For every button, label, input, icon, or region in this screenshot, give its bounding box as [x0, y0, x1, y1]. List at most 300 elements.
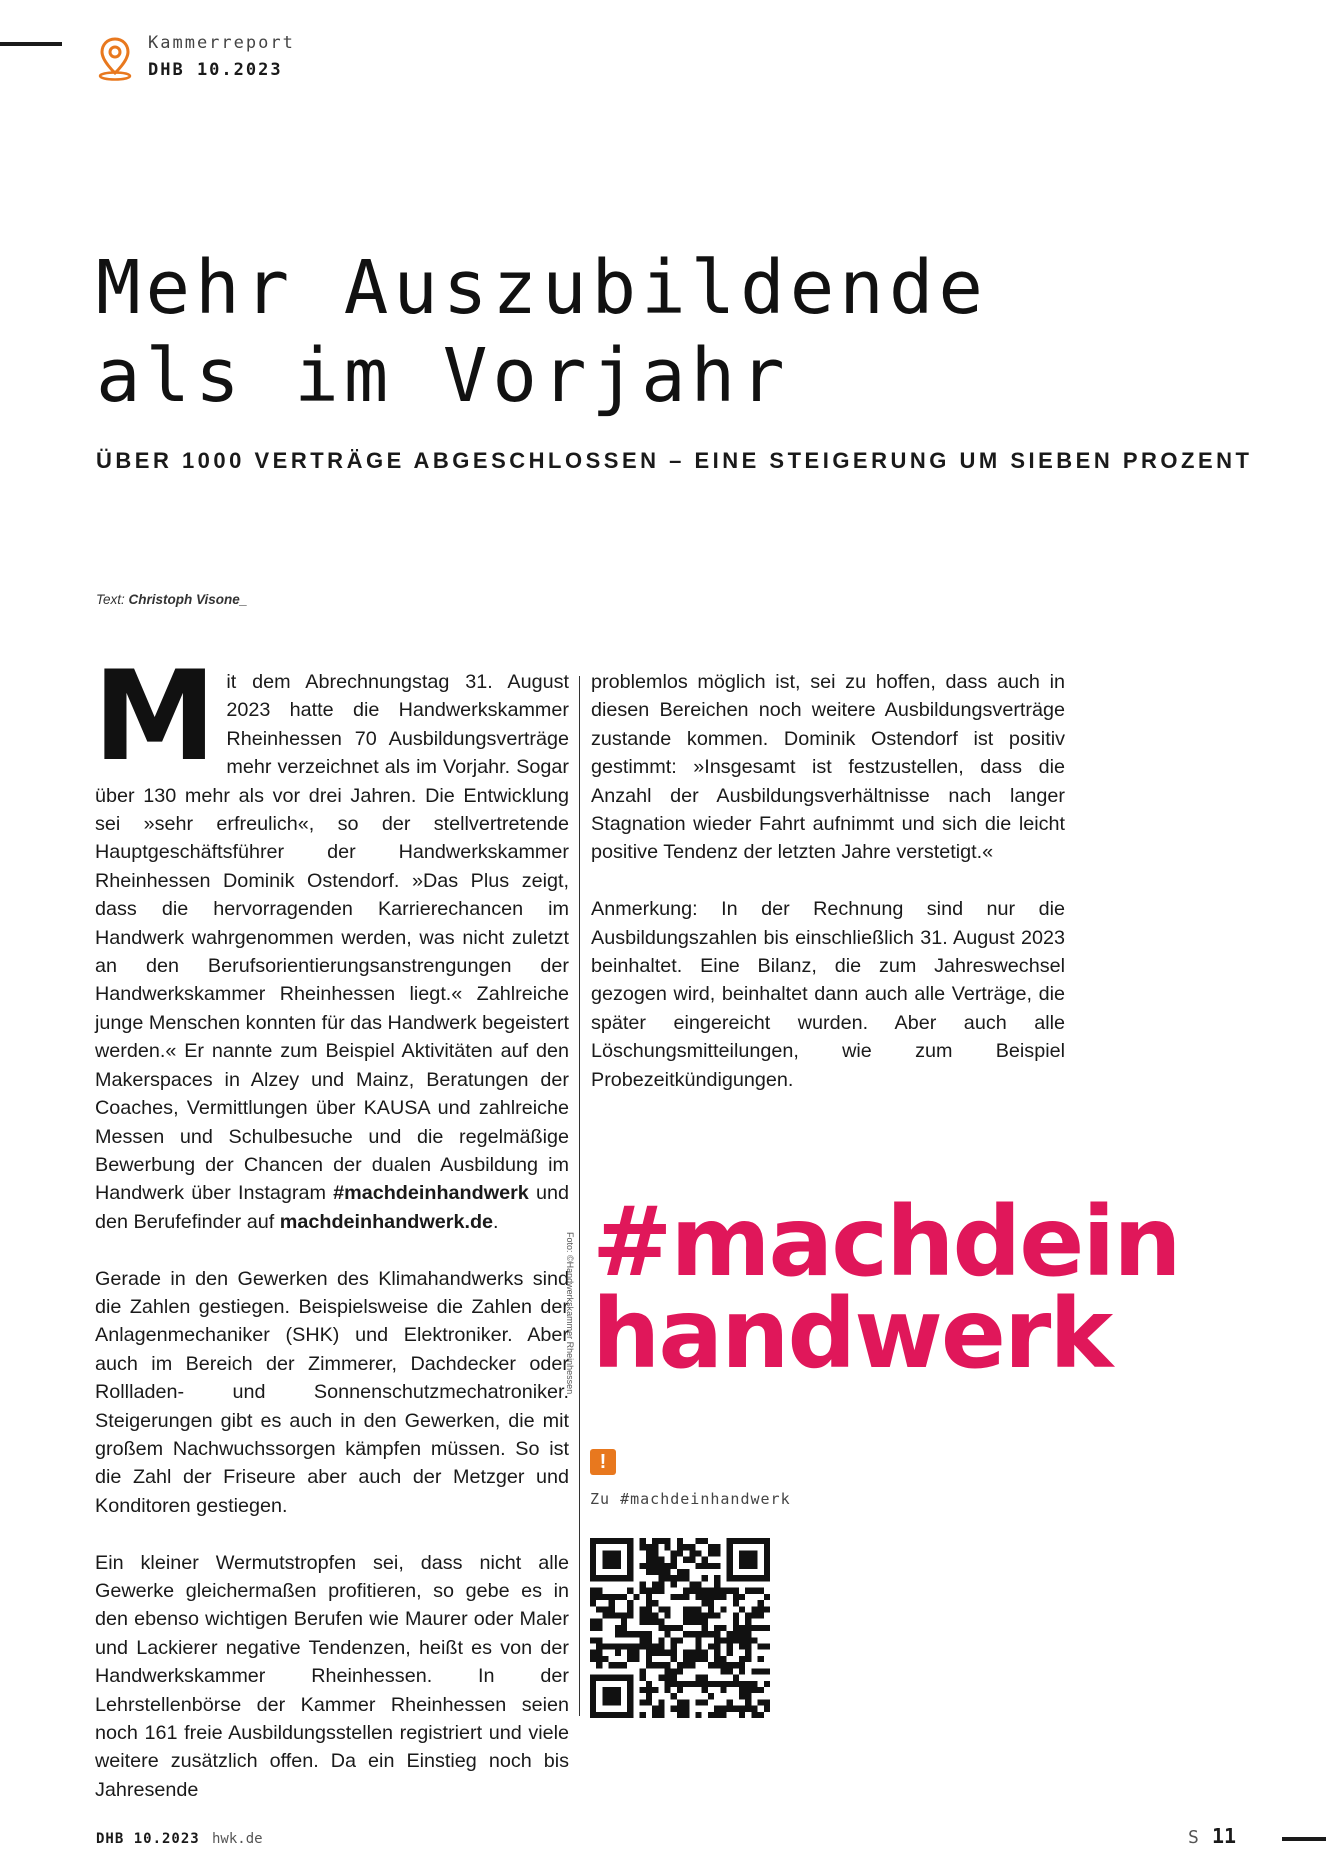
qr-module [696, 1594, 702, 1600]
qr-module [652, 1612, 658, 1618]
issue-label: DHB 10.2023 [148, 60, 283, 80]
qr-module [640, 1581, 646, 1587]
qr-module [615, 1612, 621, 1618]
qr-module [764, 1668, 770, 1674]
qr-module [640, 1675, 646, 1681]
qr-module [683, 1575, 689, 1581]
header-rule [0, 42, 62, 46]
qr-module [714, 1588, 720, 1594]
qr-module [627, 1631, 633, 1637]
qr-module [708, 1550, 714, 1556]
qr-module [751, 1637, 757, 1643]
qr-module [640, 1544, 646, 1550]
qr-module [689, 1681, 695, 1687]
qr-module [658, 1557, 664, 1563]
qr-module [652, 1581, 658, 1587]
qr-module [664, 1687, 670, 1693]
qr-module [702, 1588, 708, 1594]
qr-module [615, 1644, 621, 1650]
qr-module [646, 1606, 652, 1612]
qr-module [708, 1612, 714, 1618]
qr-module [621, 1662, 627, 1668]
qr-module [758, 1588, 764, 1594]
qr-module [652, 1557, 658, 1563]
qr-module [664, 1538, 670, 1544]
qr-module [733, 1612, 739, 1618]
qr-module [590, 1637, 596, 1643]
qr-module [739, 1637, 745, 1643]
qr-module [602, 1594, 608, 1600]
qr-module [733, 1706, 739, 1712]
qr-module [652, 1600, 658, 1606]
qr-module [664, 1575, 670, 1581]
qr-module [627, 1600, 633, 1606]
qr-module [677, 1544, 683, 1550]
qr-module [646, 1557, 652, 1563]
qr-module [689, 1550, 695, 1556]
qr-module [745, 1681, 751, 1687]
qr-module [714, 1594, 720, 1600]
qr-module [627, 1650, 633, 1656]
qr-module [646, 1693, 652, 1699]
qr-module [689, 1606, 695, 1612]
qr-module [739, 1681, 745, 1687]
qr-module [633, 1656, 639, 1662]
qr-module [671, 1675, 677, 1681]
qr-module [702, 1675, 708, 1681]
qr-module [745, 1612, 751, 1618]
qr-module [683, 1569, 689, 1575]
qr-module [739, 1712, 745, 1718]
qr-module [727, 1637, 733, 1643]
qr-module [689, 1650, 695, 1656]
qr-module [652, 1563, 658, 1569]
qr-module [733, 1637, 739, 1643]
qr-module [689, 1656, 695, 1662]
qr-module [646, 1644, 652, 1650]
qr-module [664, 1612, 670, 1618]
qr-module [646, 1594, 652, 1600]
qr-module [640, 1631, 646, 1637]
qr-module [702, 1687, 708, 1693]
qr-module [664, 1681, 670, 1687]
qr-module [708, 1606, 714, 1612]
qr-module [596, 1662, 602, 1668]
qr-module [596, 1606, 602, 1612]
qr-module [727, 1662, 733, 1668]
qr-module [664, 1668, 670, 1674]
qr-module [751, 1588, 757, 1594]
qr-module [609, 1594, 615, 1600]
qr-module [602, 1606, 608, 1612]
qr-module [764, 1699, 770, 1705]
qr-module [696, 1712, 702, 1718]
qr-module [696, 1631, 702, 1637]
qr-module [696, 1588, 702, 1594]
qr-module [609, 1612, 615, 1618]
qr-module [671, 1557, 677, 1563]
qr-module [714, 1563, 720, 1569]
paragraph-2: Gerade in den Gewerken des Klimahandwerks sind die Zahlen gestiegen. Beispielsweise die Zahlen der Anlagenmechaniker (SHK) und Elektroniker. Aber auch im Bereich der Zimmerer, Dachdecker oder Rollladen- und Sonnenschutzmechatroniker. Steigerungen gibt es auch in den Gewerken, die mit großem Nachwuchssorgen kämpfen müssen. So ist die Zahl der Friseure aber auch der Metzger und Konditoren gestiegen. [95, 1267, 569, 1517]
qr-module [677, 1687, 683, 1693]
qr-module [609, 1644, 615, 1650]
qr-module [727, 1668, 733, 1674]
qr-module [733, 1662, 739, 1668]
qr-module [621, 1644, 627, 1650]
qr-module [702, 1538, 708, 1544]
qr-module [658, 1662, 664, 1668]
qr-module [683, 1706, 689, 1712]
qr-module [627, 1656, 633, 1662]
qr-module [696, 1644, 702, 1650]
qr-module [708, 1712, 714, 1718]
qr-module [739, 1644, 745, 1650]
qr-module [652, 1619, 658, 1625]
qr-module [733, 1681, 739, 1687]
qr-module [764, 1606, 770, 1612]
qr-module [633, 1594, 639, 1600]
qr-module [720, 1625, 726, 1631]
qr-module [615, 1662, 621, 1668]
qr-module [671, 1656, 677, 1662]
qr-module [590, 1600, 596, 1606]
qr-module [640, 1637, 646, 1643]
qr-module [702, 1575, 708, 1581]
qr-module [646, 1650, 652, 1656]
qr-module [640, 1588, 646, 1594]
qr-module [714, 1662, 720, 1668]
qr-module [708, 1693, 714, 1699]
qr-module [689, 1631, 695, 1637]
qr-module [627, 1644, 633, 1650]
qr-module [764, 1644, 770, 1650]
qr-module [596, 1594, 602, 1600]
qr-module [758, 1668, 764, 1674]
qr-module [696, 1550, 702, 1556]
qr-module [720, 1588, 726, 1594]
qr-module [683, 1557, 689, 1563]
qr-module [714, 1656, 720, 1662]
qr-module [646, 1550, 652, 1556]
qr-module [664, 1662, 670, 1668]
qr-module [702, 1656, 708, 1662]
qr-module [683, 1588, 689, 1594]
qr-module [714, 1712, 720, 1718]
title-line-2: als im Vorjahr [96, 333, 790, 419]
qr-module [708, 1631, 714, 1637]
qr-module [633, 1631, 639, 1637]
qr-module [745, 1650, 751, 1656]
text-column-right [591, 668, 1065, 1122]
qr-module [677, 1706, 683, 1712]
qr-code[interactable] [590, 1538, 770, 1718]
qr-module [714, 1612, 720, 1618]
qr-module [708, 1588, 714, 1594]
qr-module [664, 1631, 670, 1637]
qr-module [640, 1606, 646, 1612]
qr-module [652, 1662, 658, 1668]
byline-prefix: Text: [96, 592, 129, 607]
qr-module [677, 1594, 683, 1600]
qr-module [658, 1588, 664, 1594]
qr-module [751, 1606, 757, 1612]
qr-module [714, 1637, 720, 1643]
qr-module [615, 1594, 621, 1600]
qr-module [683, 1619, 689, 1625]
qr-module [652, 1588, 658, 1594]
qr-module [702, 1600, 708, 1606]
qr-module [627, 1606, 633, 1612]
section-label: Kammerreport [148, 33, 295, 53]
qr-module [596, 1644, 602, 1650]
qr-module [596, 1619, 602, 1625]
qr-module [751, 1687, 757, 1693]
qr-module [677, 1668, 683, 1674]
qr-module [658, 1563, 664, 1569]
qr-module [696, 1656, 702, 1662]
qr-module [640, 1687, 646, 1693]
qr-module [590, 1594, 596, 1600]
qr-module [609, 1662, 615, 1668]
qr-module [696, 1563, 702, 1569]
qr-module [658, 1606, 664, 1612]
qr-module [646, 1600, 652, 1606]
qr-module [702, 1631, 708, 1637]
qr-module [590, 1656, 596, 1662]
paragraph-5: Anmerkung: In der Rechnung sind nur die Ausbildungszahlen bis einschließlich 31. August 2023 beinhaltet. Eine Bilanz, die zum Jahreswechsel gezogen wird, beinhaltet dann auch alle Verträge, die später eingereicht wurden. Aber auch alle Löschungsmitteilungen, wie zum Beispiel Probezeitkündigungen. [591, 898, 1065, 1091]
qr-module [602, 1612, 608, 1618]
qr-module [727, 1681, 733, 1687]
qr-module [627, 1612, 633, 1618]
qr-module [658, 1699, 664, 1705]
qr-module [590, 1619, 596, 1625]
qr-module [652, 1650, 658, 1656]
paragraph-4: problemlos möglich ist, sei zu hoffen, dass auch in diesen Bereichen noch weitere Ausbildungsverträge zustande kommen. Dominik Ostendorf ist positiv gestimmt: »Insgesamt ist festzustellen, dass die Anzahl der Ausbildungsverhältnisse nach langer Stagnation wieder Fahrt aufnimmt und sich die leicht positive Tendenz der letzten Jahre verstetigt.« [591, 671, 1065, 864]
qr-module [683, 1656, 689, 1662]
qr-module [652, 1706, 658, 1712]
qr-module [683, 1712, 689, 1718]
qr-module [758, 1600, 764, 1606]
qr-module [696, 1681, 702, 1687]
qr-module [615, 1625, 621, 1631]
qr-module [739, 1656, 745, 1662]
article-title [96, 244, 1246, 420]
qr-module [652, 1544, 658, 1550]
qr-module [640, 1538, 646, 1544]
qr-module [702, 1619, 708, 1625]
qr-module [671, 1575, 677, 1581]
qr-module [664, 1569, 670, 1575]
qr-module [745, 1619, 751, 1625]
qr-module [658, 1650, 664, 1656]
qr-module [677, 1625, 683, 1631]
qr-module [751, 1706, 757, 1712]
qr-module [733, 1619, 739, 1625]
qr-module [664, 1625, 670, 1631]
qr-module [720, 1637, 726, 1643]
qr-module [689, 1619, 695, 1625]
qr-module [683, 1631, 689, 1637]
qr-module [683, 1606, 689, 1612]
qr-module [714, 1550, 720, 1556]
qr-module [727, 1644, 733, 1650]
qr-module [702, 1594, 708, 1600]
qr-module [733, 1594, 739, 1600]
qr-module [646, 1637, 652, 1643]
qr-module [696, 1675, 702, 1681]
qr-module [745, 1687, 751, 1693]
qr-module [714, 1644, 720, 1650]
qr-module [671, 1650, 677, 1656]
qr-module [745, 1699, 751, 1705]
qr-module [727, 1699, 733, 1705]
page-prefix: S [1188, 1827, 1199, 1848]
qr-module [745, 1637, 751, 1643]
qr-module [764, 1594, 770, 1600]
qr-module [683, 1650, 689, 1656]
qr-module [646, 1699, 652, 1705]
qr-module [640, 1644, 646, 1650]
qr-module [677, 1662, 683, 1668]
qr-module [677, 1699, 683, 1705]
qr-module [739, 1662, 745, 1668]
qr-module [677, 1550, 683, 1556]
qr-module [689, 1612, 695, 1618]
qr-module [751, 1625, 757, 1631]
qr-module [720, 1606, 726, 1612]
qr-module [758, 1687, 764, 1693]
qr-module [708, 1544, 714, 1550]
qr-module [658, 1706, 664, 1712]
qr-module [646, 1588, 652, 1594]
qr-module [621, 1631, 627, 1637]
qr-module [696, 1650, 702, 1656]
qr-module [745, 1631, 751, 1637]
qr-module [702, 1563, 708, 1569]
qr-module [696, 1538, 702, 1544]
qr-module [733, 1600, 739, 1606]
qr-module [652, 1550, 658, 1556]
qr-module [764, 1625, 770, 1631]
qr-module [646, 1563, 652, 1569]
qr-module [658, 1569, 664, 1575]
qr-module [745, 1693, 751, 1699]
qr-module [590, 1625, 596, 1631]
qr-module [658, 1575, 664, 1581]
notice-icon: ! [590, 1449, 616, 1475]
qr-module [739, 1606, 745, 1612]
qr-module [708, 1662, 714, 1668]
footer-website-link[interactable]: hwk.de [212, 1831, 263, 1847]
logo-line-2: handwerk [592, 1278, 1112, 1390]
qr-module [758, 1656, 764, 1662]
qr-module [758, 1712, 764, 1718]
qr-module [646, 1612, 652, 1618]
qr-module [596, 1650, 602, 1656]
qr-module [621, 1612, 627, 1618]
qr-module [764, 1681, 770, 1687]
qr-module [720, 1706, 726, 1712]
qr-module [590, 1588, 596, 1594]
qr-module [671, 1668, 677, 1674]
qr-module [714, 1681, 720, 1687]
logo-line-1: #machdein [592, 1186, 1180, 1298]
qr-module [640, 1699, 646, 1705]
qr-module [664, 1544, 670, 1550]
qr-module [677, 1569, 683, 1575]
qr-module [652, 1712, 658, 1718]
qr-module [708, 1644, 714, 1650]
qr-module [658, 1644, 664, 1650]
qr-module [727, 1706, 733, 1712]
footer-issue: DHB 10.2023 [96, 1831, 200, 1847]
qr-module [609, 1600, 615, 1606]
qr-module [677, 1637, 683, 1643]
qr-module [683, 1681, 689, 1687]
qr-module [714, 1625, 720, 1631]
qr-module [646, 1681, 652, 1687]
qr-module [646, 1662, 652, 1668]
qr-module [602, 1656, 608, 1662]
qr-module [615, 1650, 621, 1656]
qr-module [677, 1712, 683, 1718]
qr-module [720, 1712, 726, 1718]
qr-module [658, 1712, 664, 1718]
qr-module [640, 1563, 646, 1569]
qr-module [708, 1563, 714, 1569]
qr-module [745, 1644, 751, 1650]
qr-module [720, 1594, 726, 1600]
qr-module [640, 1712, 646, 1718]
page-number: 11 [1212, 1824, 1237, 1848]
qr-module [683, 1612, 689, 1618]
qr-module [739, 1668, 745, 1674]
qr-module [696, 1619, 702, 1625]
qr-module [708, 1594, 714, 1600]
qr-module [745, 1706, 751, 1712]
qr-module [739, 1706, 745, 1712]
qr-module [751, 1712, 757, 1718]
qr-module [596, 1588, 602, 1594]
qr-module [751, 1612, 757, 1618]
qr-module [658, 1619, 664, 1625]
qr-module [677, 1681, 683, 1687]
qr-module [677, 1538, 683, 1544]
qr-module [671, 1594, 677, 1600]
drop-cap: M [93, 645, 217, 789]
qr-module [671, 1693, 677, 1699]
qr-module [621, 1625, 627, 1631]
qr-module [720, 1668, 726, 1674]
qr-module [745, 1625, 751, 1631]
article-subtitle: ÜBER 1000 VERTRÄGE ABGESCHLOSSEN – EINE STEIGERUNG UM SIEBEN PROZENT [96, 448, 1253, 473]
qr-module [733, 1588, 739, 1594]
qr-module [702, 1681, 708, 1687]
qr-module [714, 1581, 720, 1587]
qr-module [689, 1662, 695, 1668]
qr-module [664, 1650, 670, 1656]
byline [96, 592, 247, 607]
qr-module [602, 1644, 608, 1650]
qr-module [621, 1594, 627, 1600]
qr-module [739, 1693, 745, 1699]
hashtag-inline: #machdeinhandwerk [333, 1182, 529, 1205]
qr-module [596, 1656, 602, 1662]
qr-module [758, 1612, 764, 1618]
qr-module [733, 1675, 739, 1681]
qr-module [696, 1699, 702, 1705]
qr-module [758, 1644, 764, 1650]
